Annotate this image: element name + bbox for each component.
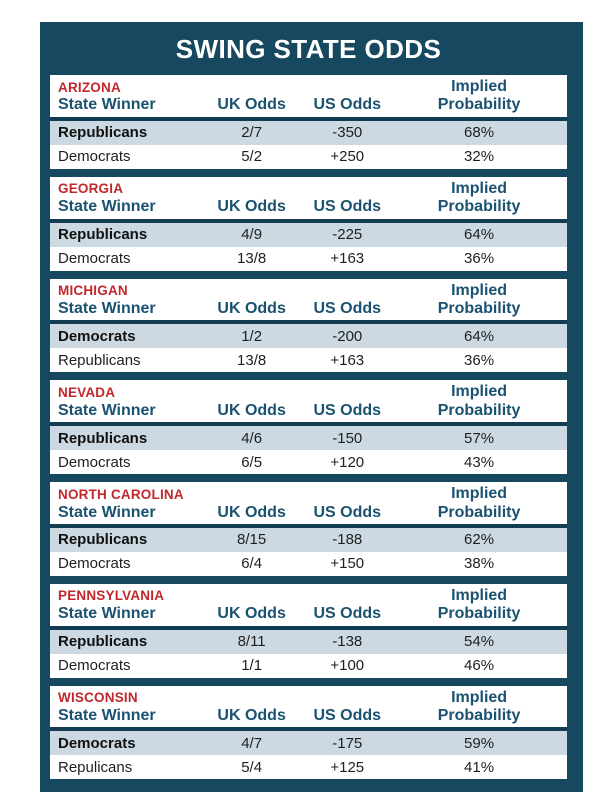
uk-odds-value: 6/5 (241, 453, 263, 471)
uk-odds-value: 13/8 (237, 250, 267, 268)
us-odds-value: -150 (332, 429, 363, 447)
table-row (50, 731, 567, 755)
header-left-cell (50, 690, 200, 725)
uk-odds-value: 8/11 (237, 633, 266, 651)
column-header-us-odds: US Odds (313, 299, 382, 317)
column-header-us-odds: US Odds (313, 605, 382, 623)
state-name: ARIZONA (58, 79, 121, 95)
table-row (50, 630, 567, 654)
implied-probability-value: 64% (464, 226, 495, 244)
page-title: SWING STATE ODDS (175, 34, 442, 64)
column-header-uk-odds: UK Odds (217, 198, 286, 216)
us-odds-value: +250 (330, 148, 365, 166)
uk-odds-value: 13/8 (237, 351, 267, 369)
state-name: PENNSYLVANIA (58, 588, 165, 604)
implied-probability-value: 64% (464, 327, 495, 345)
state-name: MICHIGAN (58, 283, 128, 299)
uk-odds-value: 6/4 (241, 555, 263, 573)
party-name: Democrats (58, 327, 136, 345)
header-left-cell (50, 487, 200, 522)
source-credit: Source: Oddschecker (449, 792, 565, 807)
table-row (50, 450, 567, 474)
party-name: Republicans (58, 226, 148, 244)
column-header-implied-probability (391, 180, 567, 217)
uk-odds-value: 5/2 (241, 148, 263, 166)
column-header-uk-odds: UK Odds (217, 503, 286, 521)
swing-state-odds-panel (40, 22, 583, 807)
table-row (50, 426, 567, 450)
column-header-state-winner: State Winner (58, 299, 156, 317)
implied-probability-value: 46% (464, 657, 495, 675)
uk-odds-value: 4/6 (241, 429, 263, 447)
implied-probability-value: 36% (464, 250, 495, 268)
state-name: NORTH CAROLINA (58, 486, 184, 502)
probability-label: Probability (437, 605, 521, 623)
us-odds-value: +163 (330, 351, 365, 369)
probability-label: Probability (437, 707, 521, 725)
table-row (50, 145, 567, 169)
probability-label: Probability (437, 299, 521, 317)
implied-label: Implied (451, 586, 508, 604)
column-header-implied-probability (391, 78, 567, 115)
party-name: Democrats (58, 148, 131, 166)
implied-label: Implied (451, 485, 508, 503)
state-table-georgia (50, 177, 567, 271)
state-table-arizona (50, 75, 567, 169)
party-name: Repulicans (58, 758, 133, 776)
implied-label: Implied (451, 383, 508, 401)
column-header-implied-probability (391, 485, 567, 522)
party-name: Republicans (58, 531, 148, 549)
implied-probability-value: 62% (464, 531, 495, 549)
table-header (50, 75, 567, 121)
column-header-uk-odds: UK Odds (217, 299, 286, 317)
table-header (50, 177, 567, 223)
party-name: Republicans (58, 351, 141, 369)
column-header-uk-odds: UK Odds (217, 605, 286, 623)
state-name: NEVADA (58, 384, 116, 400)
party-name: Democrats (58, 555, 131, 573)
us-odds-value: -200 (332, 327, 363, 345)
party-name: Democrats (58, 453, 131, 471)
column-header-state-winner: State Winner (58, 503, 156, 521)
table-header (50, 380, 567, 426)
table-row (50, 348, 567, 372)
table-row (50, 247, 567, 271)
us-odds-value: +150 (330, 555, 365, 573)
column-header-us-odds: US Odds (313, 96, 382, 114)
column-header-us-odds: US Odds (313, 401, 382, 419)
table-row (50, 528, 567, 552)
probability-label: Probability (437, 503, 521, 521)
probability-label: Probability (437, 96, 521, 114)
column-header-state-winner: State Winner (58, 707, 156, 725)
table-header (50, 482, 567, 528)
uk-odds-value: 2/7 (241, 124, 263, 142)
uk-odds-value: 4/9 (241, 226, 263, 244)
column-header-state-winner: State Winner (58, 605, 156, 623)
column-header-uk-odds: UK Odds (217, 401, 286, 419)
probability-label: Probability (437, 198, 521, 216)
column-header-state-winner: State Winner (58, 401, 156, 419)
column-header-uk-odds: UK Odds (217, 707, 286, 725)
party-name: Republicans (58, 124, 148, 142)
implied-probability-value: 59% (464, 734, 495, 752)
column-header-state-winner: State Winner (58, 96, 156, 114)
implied-label: Implied (451, 78, 508, 95)
header-left-cell (50, 588, 200, 623)
table-row (50, 223, 567, 247)
table-row (50, 324, 567, 348)
column-header-state-winner: State Winner (58, 198, 156, 216)
state-table-michigan (50, 279, 567, 373)
implied-probability-value: 57% (464, 429, 495, 447)
implied-probability-value: 36% (464, 351, 495, 369)
party-name: Democrats (58, 250, 131, 268)
uk-odds-value: 5/4 (241, 758, 263, 776)
state-table-north-carolina (50, 482, 567, 576)
table-row (50, 654, 567, 678)
implied-probability-value: 32% (464, 148, 495, 166)
column-header-implied-probability (391, 282, 567, 319)
us-odds-value: -175 (332, 734, 363, 752)
us-odds-value: +120 (330, 453, 365, 471)
us-odds-value: +163 (330, 250, 365, 268)
us-odds-value: -225 (332, 226, 363, 244)
header-left-cell (50, 80, 200, 115)
implied-probability-value: 41% (464, 758, 495, 776)
column-header-us-odds: US Odds (313, 503, 382, 521)
party-name: Democrats (58, 657, 131, 675)
uk-odds-value: 1/2 (241, 327, 263, 345)
state-name: GEORGIA (58, 181, 124, 197)
party-name: Republicans (58, 633, 148, 651)
us-odds-value: +100 (330, 657, 365, 675)
party-name: Democrats (58, 734, 136, 752)
implied-probability-value: 68% (464, 124, 495, 142)
implied-label: Implied (451, 179, 508, 197)
probability-label: Probability (437, 401, 521, 419)
implied-label: Implied (451, 688, 508, 706)
uk-odds-value: 1/1 (241, 657, 263, 675)
party-name: Republicans (58, 429, 148, 447)
state-table-wisconsin (50, 686, 567, 780)
implied-probability-value: 54% (464, 633, 495, 651)
header-left-cell (50, 385, 200, 420)
column-header-us-odds: US Odds (313, 198, 382, 216)
state-table-nevada (50, 380, 567, 474)
uk-odds-value: 8/15 (237, 531, 267, 549)
implied-probability-value: 43% (464, 453, 495, 471)
header-left-cell (50, 283, 200, 318)
column-header-implied-probability (391, 587, 567, 624)
us-odds-value: -188 (332, 531, 363, 549)
us-odds-value: +125 (330, 758, 365, 776)
table-row (50, 552, 567, 576)
table-row (50, 755, 567, 779)
table-row (50, 121, 567, 145)
header-left-cell (50, 181, 200, 216)
uk-odds-value: 4/7 (241, 734, 263, 752)
table-header (50, 584, 567, 630)
table-header (50, 686, 567, 732)
implied-probability-value: 38% (464, 555, 495, 573)
column-header-implied-probability (391, 689, 567, 726)
us-odds-value: -138 (332, 633, 363, 651)
column-header-implied-probability (391, 383, 567, 420)
table-header (50, 279, 567, 325)
implied-label: Implied (451, 281, 508, 299)
state-table-pennsylvania (50, 584, 567, 678)
column-header-us-odds: US Odds (313, 707, 382, 725)
state-name: WISCONSIN (58, 690, 138, 706)
us-odds-value: -350 (332, 124, 363, 142)
column-header-uk-odds: UK Odds (217, 96, 286, 114)
